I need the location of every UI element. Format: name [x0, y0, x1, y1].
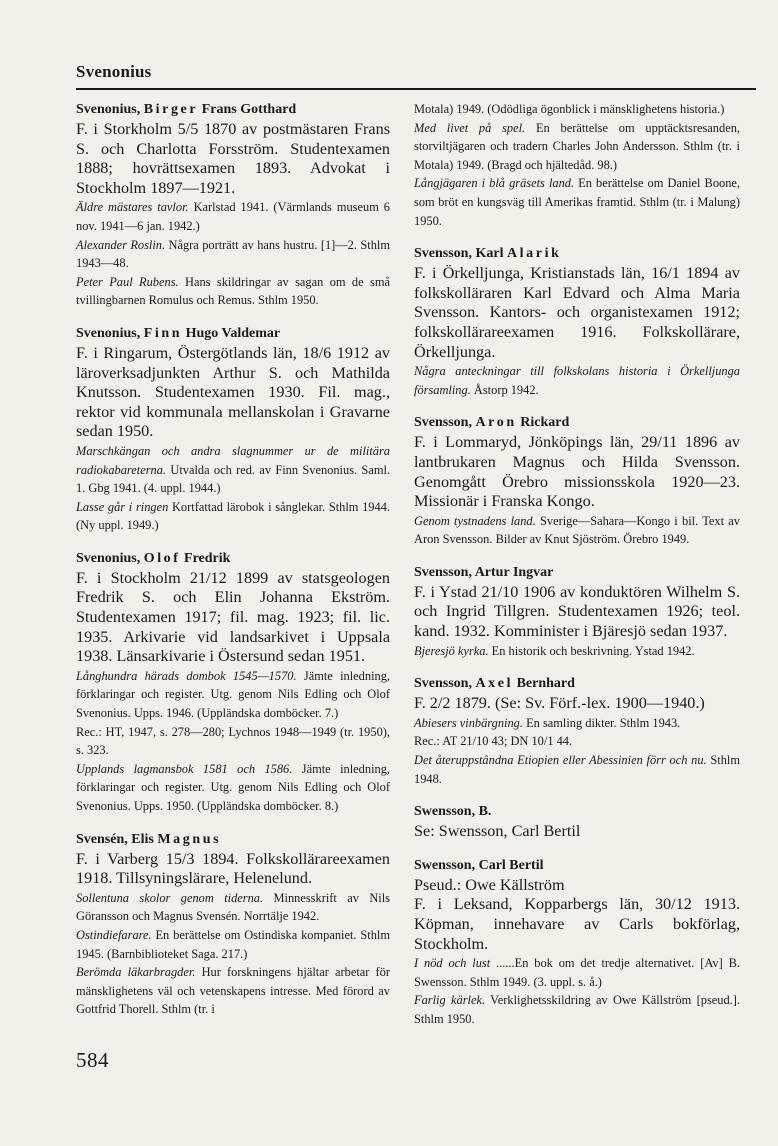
work-title: Marschkängan och andra slagnummer ur de militära radiokabareterna. — [76, 443, 390, 477]
work-details: En berättelse om upptäcktsresanden, storviltjägaren och tradern Charles John Andersson. Sthlm (tr. i Motala) 1949. (Bragd och hjältedåd. 98.) — [414, 120, 740, 172]
left-column — [76, 100, 390, 1033]
entry-name-given: Birger — [143, 102, 199, 117]
bio-entry — [76, 100, 390, 310]
work-details: Rec.: HT, 1947, s. 278—280; Lychnos 1948—1949 (tr. 1950), s. 323. — [76, 724, 390, 758]
entry-name-part: Svensson, Artur — [414, 564, 513, 580]
work-details: Sverige—Sahara—Kongo i bil. Text av Aron Svensson. Bilder av Knut Sjöström. Örebro 1949. — [414, 513, 740, 547]
work-listing — [414, 119, 740, 175]
right-column — [414, 100, 740, 1043]
work-details: Hur forskningens hjältar arbetar för mänsklighetens väl och vetenskapens intresse. Med förord av Gottfrid Thorell. Sthlm (tr. i — [76, 965, 390, 1017]
work-listing — [76, 760, 390, 816]
entry-biography: F. 2/2 1879. (Se: Sv. Förf.-lex. 1900—1940.) — [414, 694, 705, 713]
entry-name — [414, 674, 740, 693]
work-listing — [414, 362, 740, 399]
work-title: Det återuppstândna Etiopien eller Abessinien förr och nu. — [414, 753, 707, 768]
work-listing — [414, 174, 740, 230]
entry-name — [76, 830, 390, 849]
header-rule — [76, 88, 756, 90]
entry-name-given: Aron — [475, 415, 517, 431]
work-listing — [76, 926, 390, 963]
work-details: En samling dikter. Sthlm 1943. — [522, 715, 681, 730]
entry-name-given: Axel — [475, 676, 514, 692]
entry-name-part: Frans Gotthard — [198, 102, 297, 117]
work-title: Upplands lagmansbok 1581 och 1586. — [76, 761, 293, 776]
work-listing — [76, 498, 390, 535]
page-number: 584 — [76, 1048, 109, 1072]
work-details: Några porträtt av hans hustru. [1]—2. Sthlm 1943—48. — [76, 237, 390, 271]
work-title: Alexander Roslin. — [76, 237, 166, 252]
bio-entry — [76, 549, 390, 816]
work-details: En berättelse om Ostindiska kompaniet. Sthlm 1945. (Barnbiblioteket Saga. 217.) — [76, 927, 390, 961]
entry-biography: Pseud.: Owe Källström — [414, 875, 565, 894]
work-listing — [414, 512, 740, 549]
work-details: Hans skildringar av sagan om de små tvillingbarnen Romulus och Remus. Sthlm 1950. — [76, 274, 390, 308]
bio-entry — [76, 830, 390, 1019]
work-listing — [76, 667, 390, 723]
entry-biography: F. i Lommaryd, Jönköpings län, 29/11 1896 av lantbrukaren Magnus och Hilda Svensson. Genomgått Örebro missionsskola 1920—23. Missionär i Franska Kongo. — [414, 433, 740, 511]
work-title: Berömda läkarbragder. — [76, 965, 196, 980]
work-title: Lasse går i ringen — [76, 499, 169, 514]
entry-biography: F. i Ringarum, Östergötlands län, 18/6 1912 av läroverksadjunkten Arthur S. och Mathilda Knutsson. Studentexamen 1930. Fil. mag., rektor vid kommunala mellanskolan i Gravarne sedan 1950. — [76, 343, 390, 441]
entry-biography: F. i Storkholm 5/5 1870 av postmästaren Frans S. och Charlotta Forsström. Studentexamen 1888; hovrättsexamen 1893. Advokat i Stockholm 1897—1921. — [76, 120, 390, 197]
work-title: Några anteckningar till folkskolans historia i Örkelljunga församling. — [414, 364, 740, 397]
work-listing — [414, 732, 740, 751]
work-title: Med livet på spel. — [414, 120, 526, 135]
bio-entry — [414, 856, 740, 1029]
work-listing — [76, 963, 390, 1019]
entry-name-part: Rickard — [516, 415, 570, 431]
work-listing — [414, 642, 740, 661]
entry-name — [414, 563, 740, 582]
entry-biography: F. i Varberg 15/3 1894. Folkskollärareexamen 1918. Tillsyningslärare, Helenelund. — [76, 849, 390, 888]
entry-name-part: Ingvar — [512, 564, 554, 580]
work-details: Utvalda och red. av Finn Svenonius. Saml. 1. Gbg 1941. (4. uppl. 1944.) — [76, 462, 390, 496]
entry-biography: Se: Swensson, Carl Bertil — [414, 822, 581, 841]
work-listing — [414, 714, 740, 733]
work-details: Sthlm 1948. — [414, 753, 740, 786]
page-header — [76, 62, 766, 90]
work-details: Jämte inledning, förklaringar och register. Utg. genom Nils Edling och Olof Svenonius. Upps. 1946. (Uppländska domböcker. 7.) — [76, 668, 390, 721]
entry-name — [414, 413, 740, 432]
work-details: Verklighetsskildring av Owe Källström [pseud.]. Sthlm 1950. — [414, 993, 740, 1026]
page-title: Svenonius — [76, 62, 152, 81]
bio-entry — [414, 563, 740, 660]
entry-biography: F. i Leksand, Kopparbergs län, 30/12 1913. Köpman, innehavare av Carls bokförlag, Stockholm. — [414, 895, 740, 953]
work-details: Åstorp 1942. — [470, 382, 539, 397]
work-title: Långjägaren i blå gräsets land. — [414, 176, 575, 191]
entry-name-part: Swensson, B. — [414, 804, 492, 820]
work-listing — [76, 723, 390, 760]
work-title: I nöd och lust — [414, 956, 491, 971]
work-title: Bjeresjö kyrka. — [414, 643, 489, 658]
entry-name-given: Alarik — [506, 246, 562, 262]
entry-name — [414, 802, 740, 821]
work-details: En berättelse om Daniel Boone, som bröt en kungsväg till Amerikas framtid. Sthlm (tr. i Malung) 1950. — [414, 176, 741, 228]
work-listing — [76, 442, 390, 498]
bio-entry — [414, 802, 740, 842]
entry-name-part: Svensson, Karl — [414, 246, 507, 262]
entry-name-part: Bernhard — [513, 676, 575, 692]
work-listing — [414, 100, 740, 119]
entry-name — [76, 324, 390, 343]
work-title: Ostindiefarare. — [76, 927, 152, 942]
work-listing — [414, 991, 740, 1028]
entry-name-part: Fredrik — [180, 550, 231, 566]
bio-entry — [414, 100, 740, 230]
work-details: Karlstad 1941. (Värmlands museum 6 nov. 1941—6 jan. 1942.) — [76, 200, 390, 233]
work-listing — [76, 273, 390, 310]
work-title: Sollentuna skolor genom tiderna. — [76, 890, 264, 905]
work-details: ......En bok om det tredje alternativet. [Av] B. Swensson. Sthlm 1949. (3. uppl. s. å.) — [414, 956, 740, 989]
work-title: Långhundra härads dombok 1545—1570. — [76, 668, 297, 683]
entry-biography: F. i Örkelljunga, Kristianstads län, 16/1 1894 av folkskolläraren Karl Edvard och Alma Maria Svensson. Kantors- och organistexamen 1912; folkskollärareexamen 1916. Folkskollärare, Örkelljunga. — [414, 264, 740, 361]
entry-name — [76, 549, 390, 568]
entry-name — [414, 856, 740, 875]
work-details: Jämte inledning, förklaringar och register. Utg. genom Nils Edling och Olof Svenonius. Upps. 1950. (Uppländska domböcker. 8.) — [76, 761, 391, 813]
entry-name-part: Svensén, Elis — [76, 831, 158, 847]
entry-name-part: Hugo Valdemar — [182, 325, 281, 341]
entry-name — [76, 100, 390, 119]
work-details: Rec.: AT 21/10 43; DN 10/1 44. — [414, 734, 573, 749]
work-listing — [414, 954, 740, 991]
work-details: En historik och beskrivning. Ystad 1942. — [488, 643, 695, 658]
entry-name-given: Finn — [143, 325, 183, 341]
work-title: Farlig kärlek. — [414, 993, 486, 1008]
entry-name-part: Swensson, Carl Bertil — [414, 857, 544, 873]
entry-name-part: Svensson, — [414, 415, 476, 431]
bio-entry — [414, 413, 740, 549]
entry-name-given: Magnus — [157, 831, 222, 847]
work-title: Abiesers vinbärgning. — [414, 715, 523, 730]
bio-entry — [414, 244, 740, 399]
work-title: Peter Paul Rubens. — [76, 274, 179, 289]
work-details: Kortfattad lärobok i sånglekar. Sthlm 1944. (Ny uppl. 1949.) — [76, 499, 390, 533]
work-title: Genom tystnadens land. — [414, 513, 536, 528]
work-listing — [76, 198, 390, 235]
entry-name-part: Svenonius, — [76, 102, 144, 117]
entry-name-part: Svenonius, — [76, 550, 144, 566]
bio-entry — [414, 674, 740, 788]
bio-entry — [76, 324, 390, 535]
entry-biography: F. i Stockholm 21/12 1899 av statsgeologen Fredrik S. och Elin Johanna Ekström. Studentexamen 1917; fil. mag. 1923; fil. lic. 1935. Arkivarie vid landsarkivet i Uppsala 1938. Länsarkivarie i Östersund sedan 1951. — [76, 568, 390, 666]
entry-name-part: Svensson, — [414, 676, 476, 692]
entry-name-part: Svenonius, — [76, 325, 144, 341]
work-listing — [76, 889, 390, 926]
work-listing — [414, 751, 740, 788]
entry-biography: F. i Ystad 21/10 1906 av konduktören Wilhelm S. och Ingrid Tillgren. Studentexamen 1926; teol. kand. 1932. Komminister i Bjäresjö sedan 1937. — [414, 582, 740, 641]
entry-name — [414, 244, 740, 263]
work-title: Äldre mästares tavlor. — [76, 200, 189, 215]
work-listing — [76, 236, 390, 273]
work-details: Minnesskrift av Nils Göransson och Magnus Svensén. Norrtälje 1942. — [76, 890, 390, 924]
entry-name-given: Olof — [143, 550, 181, 566]
work-details: Motala) 1949. (Odödliga ögonblick i mänsklighetens historia.) — [414, 102, 725, 116]
